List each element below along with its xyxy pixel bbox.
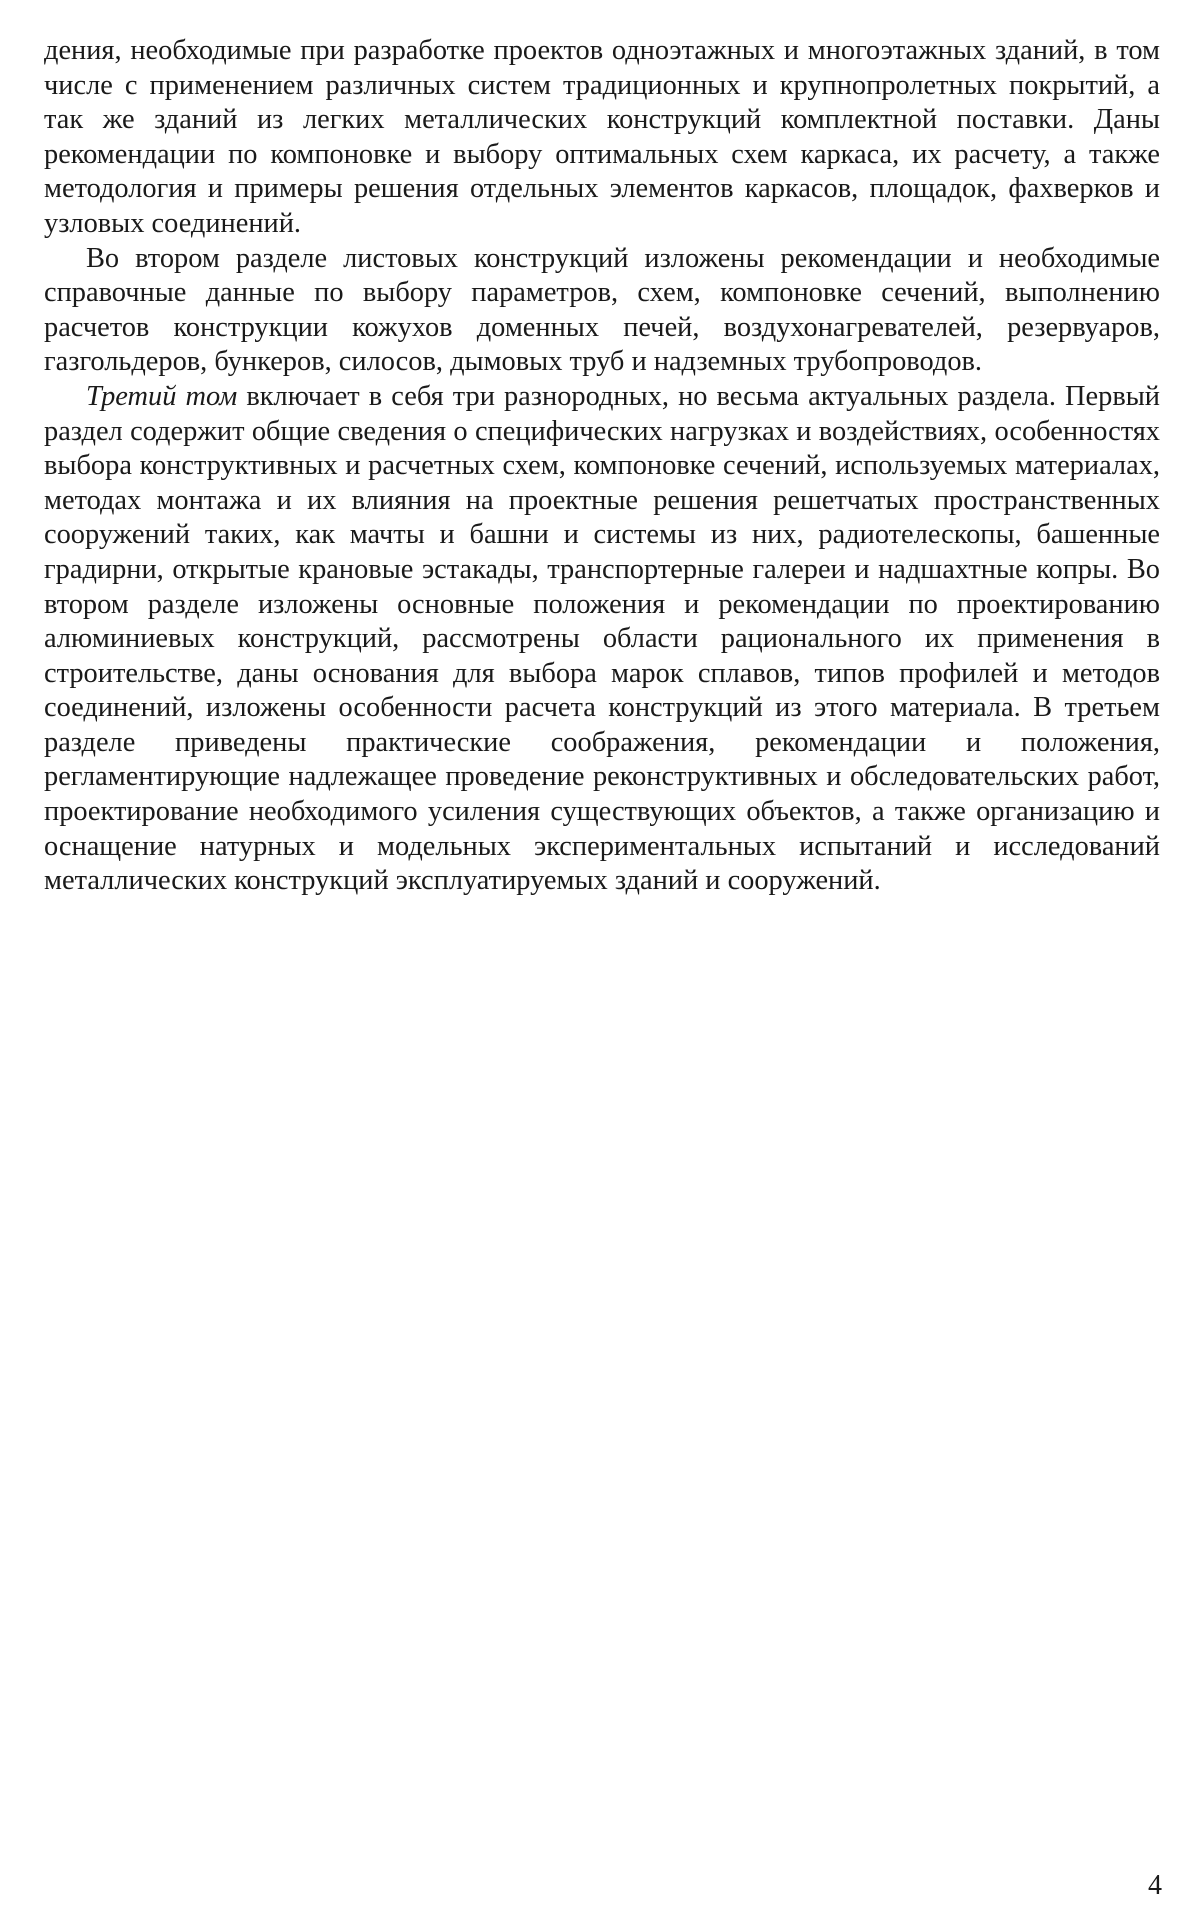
paragraph-3	[44, 380, 1160, 899]
paragraph-3-lead: Третий том	[86, 380, 238, 412]
paragraph-2: Во втором разделе листовых конструкций изложены рекомендации и необходимые справочные данные по выбору параметров, схем, компоновке сечений, выполнению расчетов конструкции кожухов доменных печей, воздухонагревателей, резервуаров, газгольдеров, бункеров, силосов, дымовых труб и надземных трубопроводов.	[44, 242, 1160, 378]
paragraph-3-text: включает в себя три разнородных, но весьма актуальных раздела. Первый раздел содержит общие сведения о специфических нагрузках и воздействиях, особенностях выбора конструктивных и расчетных схем, компоновке сечений, используемых материалах, методах монтажа и их влияния на проектные решения решетчатых пространственных сооружений таких, как мачты и башни и системы из них, радиотелескопы, башенные градирни, открытые крановые эстакады, транспортерные галереи и надшахтные копры. Во втором разделе изложены основные положения и рекомендации по проектированию алюминиевых конструкций, рассмотрены области рационального их применения в строительстве, даны основания для выбора марок сплавов, типов профилей и методов соединений, изложены особенности расчета конструкций из этого материала. В третьем разделе приведены практические соображения, рекомендации и положения, регламентирующие надлежащее проведение реконструктивных и обследовательских работ, проектирование необходимого усиления существующих объектов, а также организацию и оснащение натурных и модельных экспериментальных испытаний и исследований металлических конструкций эксплуатируемых зданий и сооружений.	[44, 380, 1160, 897]
page-body	[44, 34, 1160, 1894]
page-number: 4	[1148, 1870, 1162, 1901]
paragraph-1: дения, необходимые при разработке проектов одноэтажных и многоэтажных зданий, в том числе с применением различных систем традиционных и крупнопролетных покрытий, а так же зданий из легких металлических конструкций комплектной поставки. Даны рекомендации по компоновке и выбору оптимальных схем каркаса, их расчету, а также методология и примеры решения отдельных элементов каркасов, площадок, фахверков и узловых соединений.	[44, 35, 1160, 239]
